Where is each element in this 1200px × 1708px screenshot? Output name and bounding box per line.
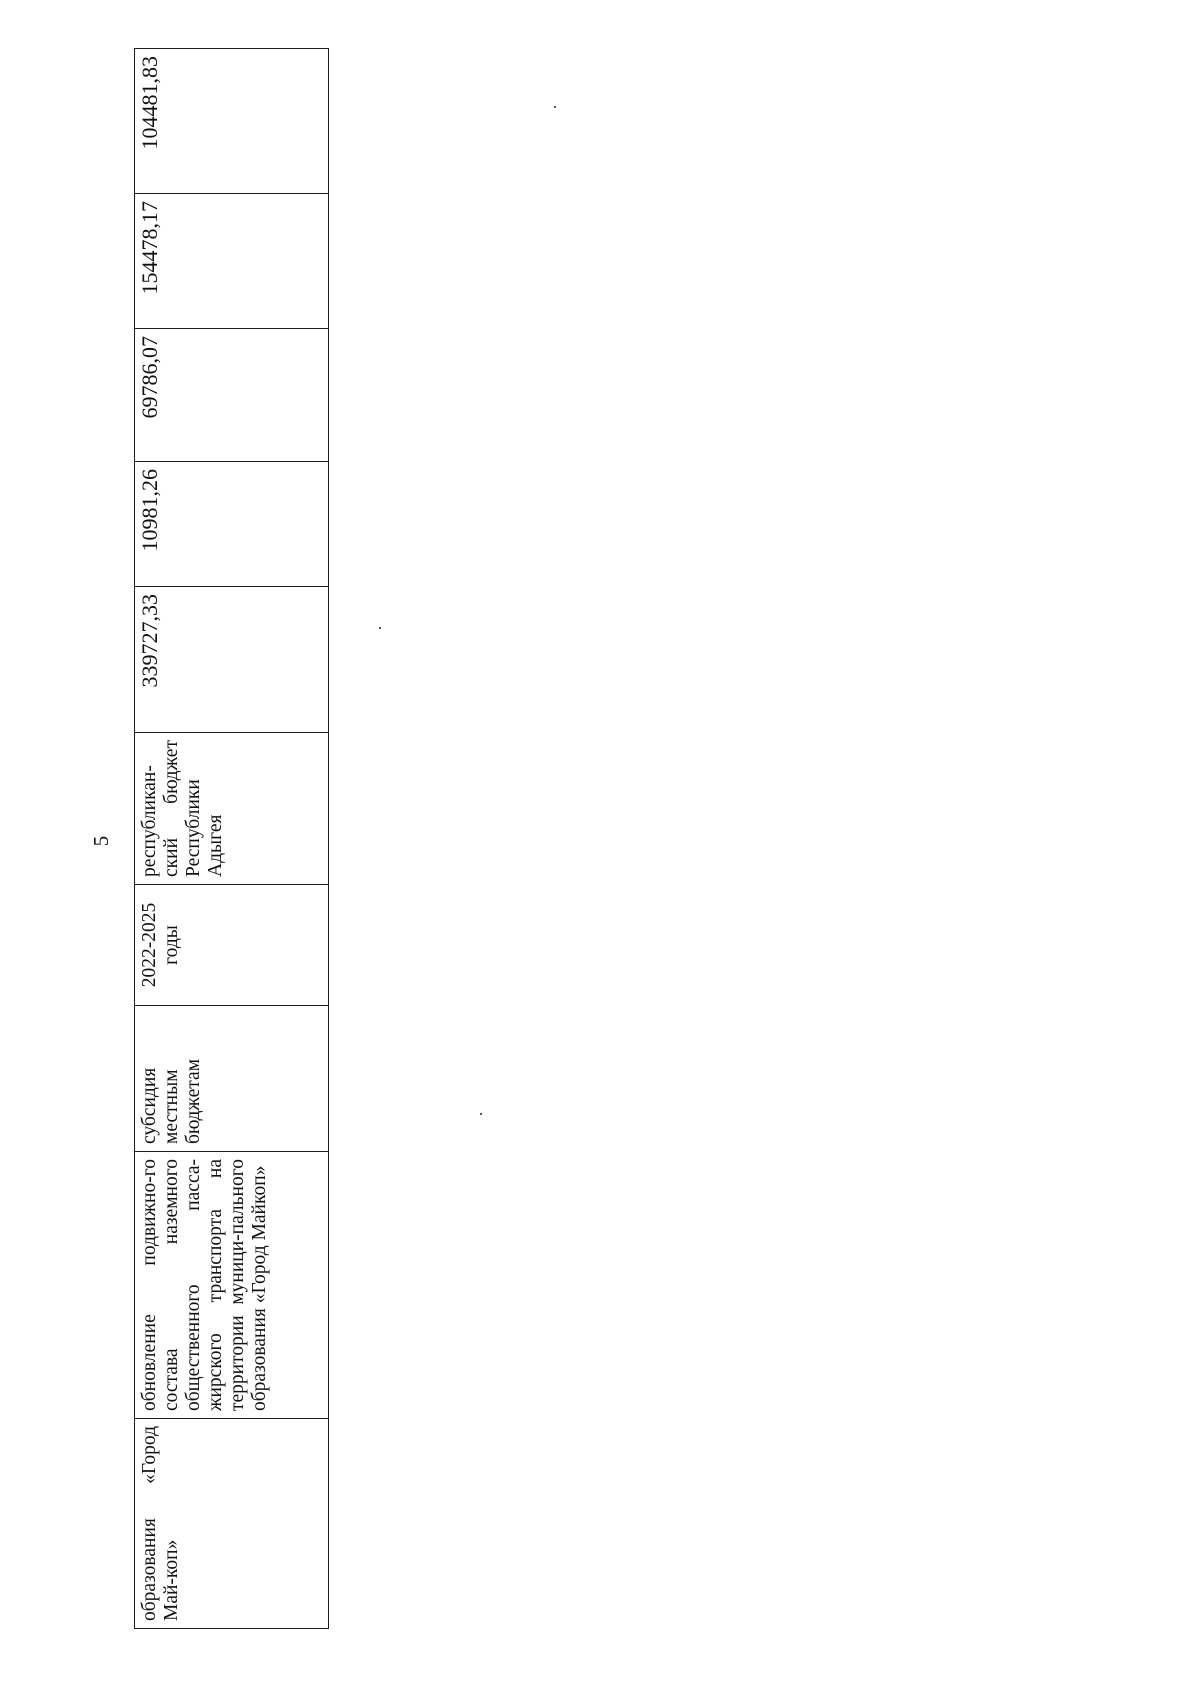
cell-value-4: 154478,17	[135, 194, 329, 329]
scan-speck	[379, 627, 381, 629]
cell-value-2: 10981,26	[135, 462, 329, 587]
table-row	[135, 49, 329, 1629]
cell-instrument: субсидия местным бюджетам	[135, 1006, 329, 1152]
rotated-table	[134, 49, 329, 1629]
cell-value-5: 104481,83	[135, 49, 329, 194]
table-container	[134, 49, 329, 1629]
cell-entity: образования «Город Май-коп»	[135, 1419, 329, 1629]
budget-table	[134, 48, 329, 1629]
cell-period: 2022-2025 годы	[135, 885, 329, 1006]
page-number: 5	[89, 835, 113, 847]
cell-activity: обновление подвижно-го состава наземного общественного пасса-жирского транспорта на территории муници-пального образования «Город Майкоп»	[135, 1152, 329, 1419]
scan-speck	[480, 1113, 482, 1115]
scan-speck	[554, 106, 556, 108]
cell-value-3: 69786,07	[135, 329, 329, 462]
cell-total: 339727,33	[135, 587, 329, 733]
cell-source: республикан-ский бюджет Республики Адыгея	[135, 733, 329, 885]
